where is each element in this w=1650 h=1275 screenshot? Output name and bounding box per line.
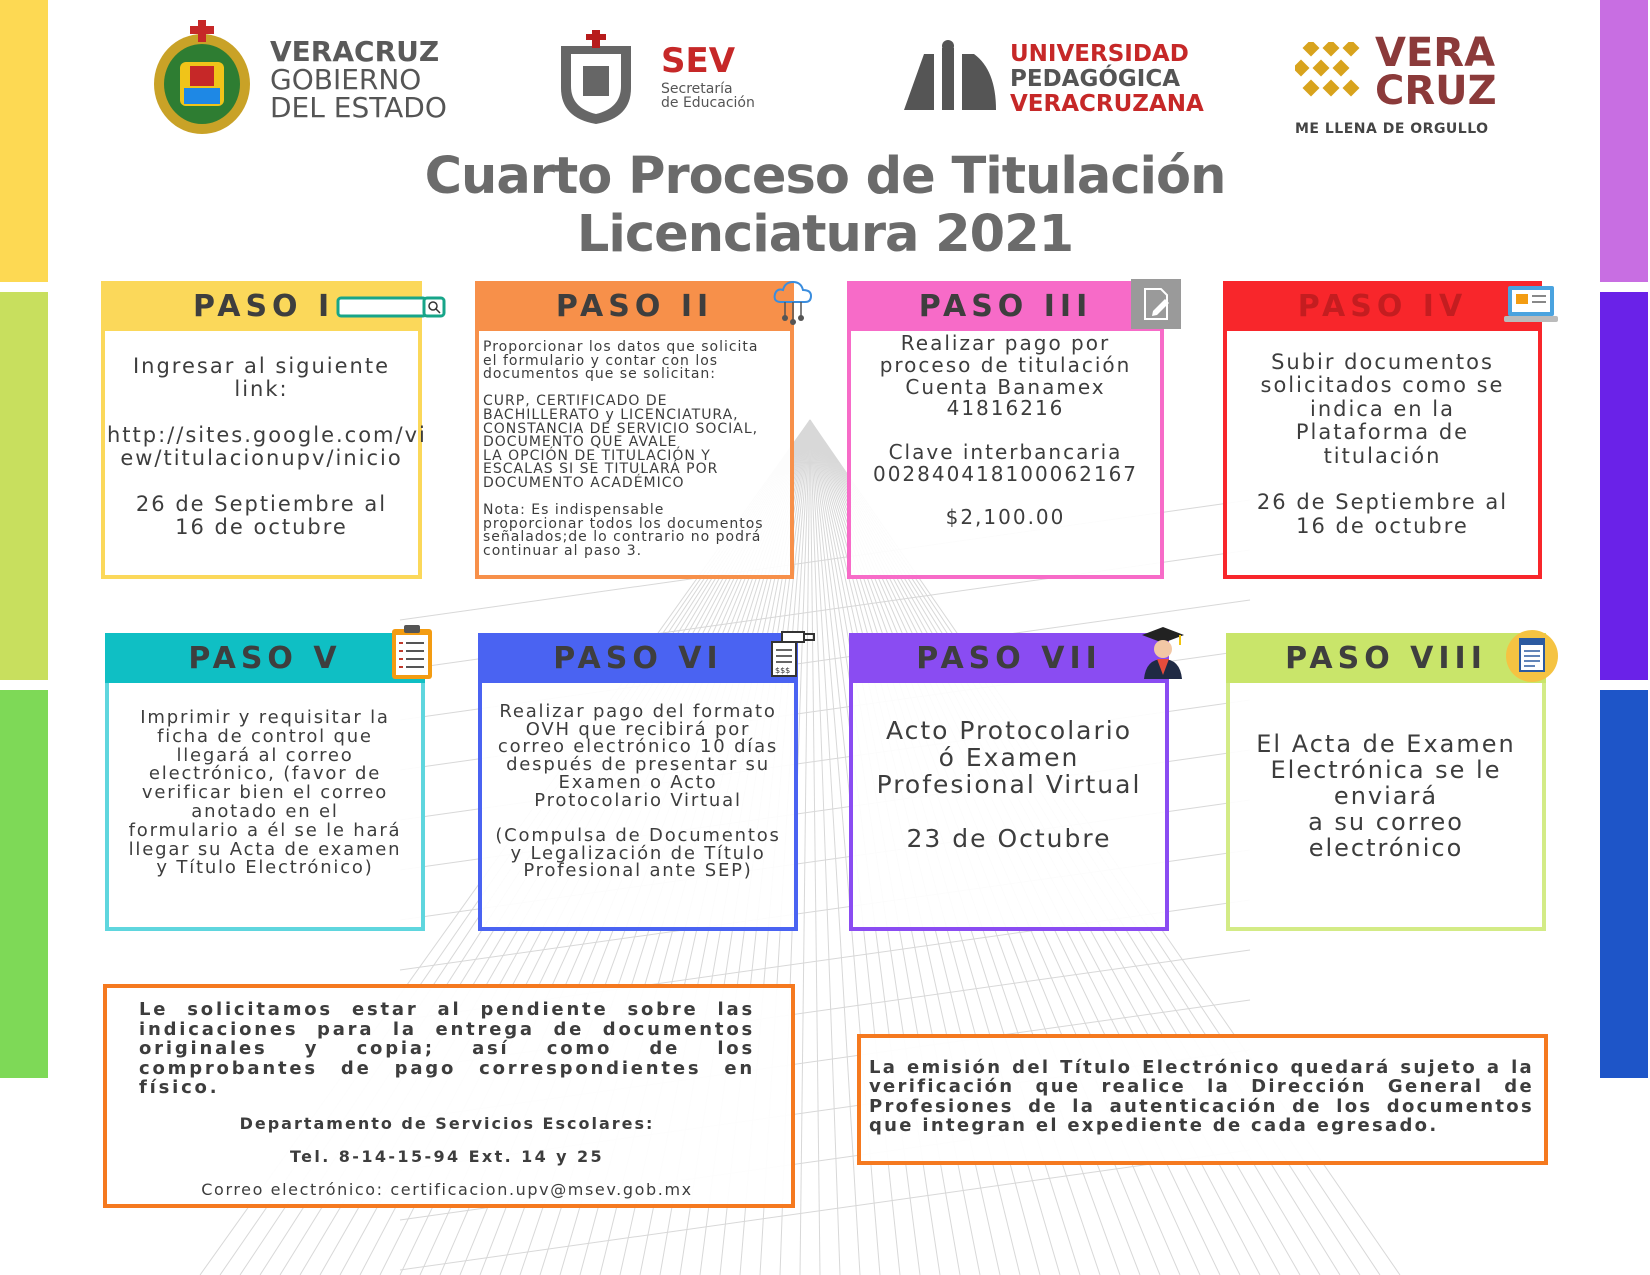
step-card-2	[475, 281, 794, 579]
side-bar-yellow	[0, 0, 48, 282]
document-edit-icon	[1131, 279, 1181, 329]
notice-titulo-electronico	[857, 1034, 1548, 1165]
notice-documents-text: Le solicitamos estar al pendiente sobre las indicaciones para la entrega de documentos originales y copia; así como de los comprobantes de pago correspondientes en físico.	[139, 999, 755, 1098]
step-body-5: Imprimir y requisitar la ficha de control que llegará al correo electrónico, (favor de verificar bien el correo anotado en el formulario a él se le hará llegar su Acta de examen y Título Electrónico)	[128, 707, 402, 879]
step-body-3: Realizar pago por proceso de titulación Cuenta Banamex 41816216 Clave interbancaria 002840418100062167 $2,100.00	[872, 331, 1139, 530]
certificate-document-icon	[1505, 629, 1559, 683]
veracruz-logo-line2: GOBIERNO	[270, 63, 422, 96]
laptop-upload-icon	[1504, 284, 1558, 328]
title-line2: Licenciatura 2021	[576, 205, 1074, 264]
upv-logo-line3: VERACRUZANA	[1010, 91, 1204, 117]
step-header-3: PASO III	[847, 281, 1164, 331]
veracruz-logo-line3: DEL ESTADO	[270, 91, 447, 124]
step-header-1: PASO I	[101, 281, 422, 331]
step-header-7: PASO VII	[849, 633, 1169, 683]
side-bar-blue	[1600, 690, 1648, 1078]
step-card-5	[105, 633, 425, 931]
step-card-1	[101, 281, 427, 579]
notice-phone: Tel. 8-14-15-94 Ext. 14 y 25	[289, 1146, 605, 1166]
svg-text:$$$: $$$	[775, 666, 791, 675]
step-card-7	[849, 633, 1169, 931]
step-body-1: Ingresar al siguiente link: http://sites.google.com/vi ew/titulacionupv/inicio 26 de Septiembre al 16 de octubre	[107, 354, 427, 539]
side-bar-lime	[0, 292, 48, 680]
upv-emblem-icon	[900, 40, 1000, 118]
cloud-network-icon	[769, 278, 817, 326]
step-body-7: Acto Protocolario ó Examen Profesional Virtual 23 de Octubre	[876, 716, 1142, 853]
side-bar-green	[0, 690, 48, 1078]
step-body-6: Realizar pago del formato OVH que recibirá por correo electrónico 10 días después de presentar su Examen o Acto Protocolario Virtual (Compulsa de Documentos y Legalización de Título Profesional ante SEP)	[495, 701, 781, 882]
vera-logo-line1: VERA	[1375, 30, 1496, 76]
step-card-6	[478, 633, 798, 931]
logo-upv	[900, 40, 1210, 120]
graduate-icon	[1140, 625, 1186, 679]
logo-veracruz-gobierno	[150, 18, 460, 138]
search-bar-icon	[336, 294, 446, 320]
notice-documents	[103, 984, 795, 1208]
notice-email: Correo electrónico: certificacion.upv@msev.gob.mx	[201, 1179, 693, 1199]
vera-logo-line2: CRUZ	[1375, 68, 1497, 114]
step-body-4: Subir documentos solicitados como se indica en la Plataforma de titulación 26 de Septiembre al 16 de octubre	[1256, 350, 1509, 538]
step-body-8: El Acta de Examen Electrónica se le enviará a su correo electrónico	[1256, 730, 1516, 862]
side-bar-purple	[1600, 292, 1648, 680]
sev-logo-line2: Secretaría	[661, 81, 733, 97]
step-card-8	[1226, 633, 1546, 931]
vera-logo-tagline: ME LLENA DE ORGULLO	[1295, 121, 1489, 137]
upv-logo-line2: PEDAGÓGICA	[1010, 66, 1181, 92]
step-card-3	[847, 281, 1164, 579]
upv-logo-line1: UNIVERSIDAD	[1010, 41, 1189, 67]
step-body-2: Proporcionar los datos que solicita el formulario y contar con los documentos que se solicitan: CURP, CERTIFICADO DE BACHILLERATO y LICENCIATURA, CONSTANCIA DE SERVICIO SOCIAL, DOCUMENTO QUE AVALE LA OPCIÓN DE TITULACIÓN Y ESCALAS SI SE TITULARÁ POR DOCUMENTO ACADÉMICO Nota: Es indispensable proporcionar todos los documentos señalados;de lo contrario no podrá continuar al paso 3.	[483, 339, 764, 559]
page-title	[320, 148, 1330, 264]
payment-receipt-icon	[768, 628, 818, 678]
veracruz-logo-line1: VERACRUZ	[270, 35, 440, 68]
title-line1: Cuarto Proceso de Titulación	[424, 147, 1226, 206]
sev-logo-line1: SEV	[661, 41, 736, 81]
step-header-2: PASO II	[475, 281, 794, 331]
clipboard-checklist-icon	[390, 623, 434, 681]
orgullo-pattern-icon	[1295, 42, 1365, 112]
notice-department: Departamento de Servicios Escolares:	[239, 1113, 655, 1133]
notice-titulo-text: La emisión del Título Electrónico quedará sujeto a la verificación que realice la Dirección General de Profesiones de la autenticación de los documentos que integran el expediente de cada egresado.	[869, 1057, 1534, 1137]
side-bar-violet	[1600, 0, 1648, 282]
step-header-6: PASO VI	[478, 633, 798, 683]
step-header-5: PASO V	[105, 633, 425, 683]
step-header-4: PASO IV	[1223, 281, 1542, 331]
sev-shield-icon	[553, 28, 639, 126]
step-card-4	[1223, 281, 1542, 579]
veracruz-shield-icon	[150, 18, 254, 136]
sev-logo-line3: de Educación	[661, 95, 755, 111]
logo-veracruz-orgullo	[1295, 30, 1515, 144]
step-header-8: PASO VIII	[1226, 633, 1546, 683]
logo-sev	[553, 28, 793, 128]
